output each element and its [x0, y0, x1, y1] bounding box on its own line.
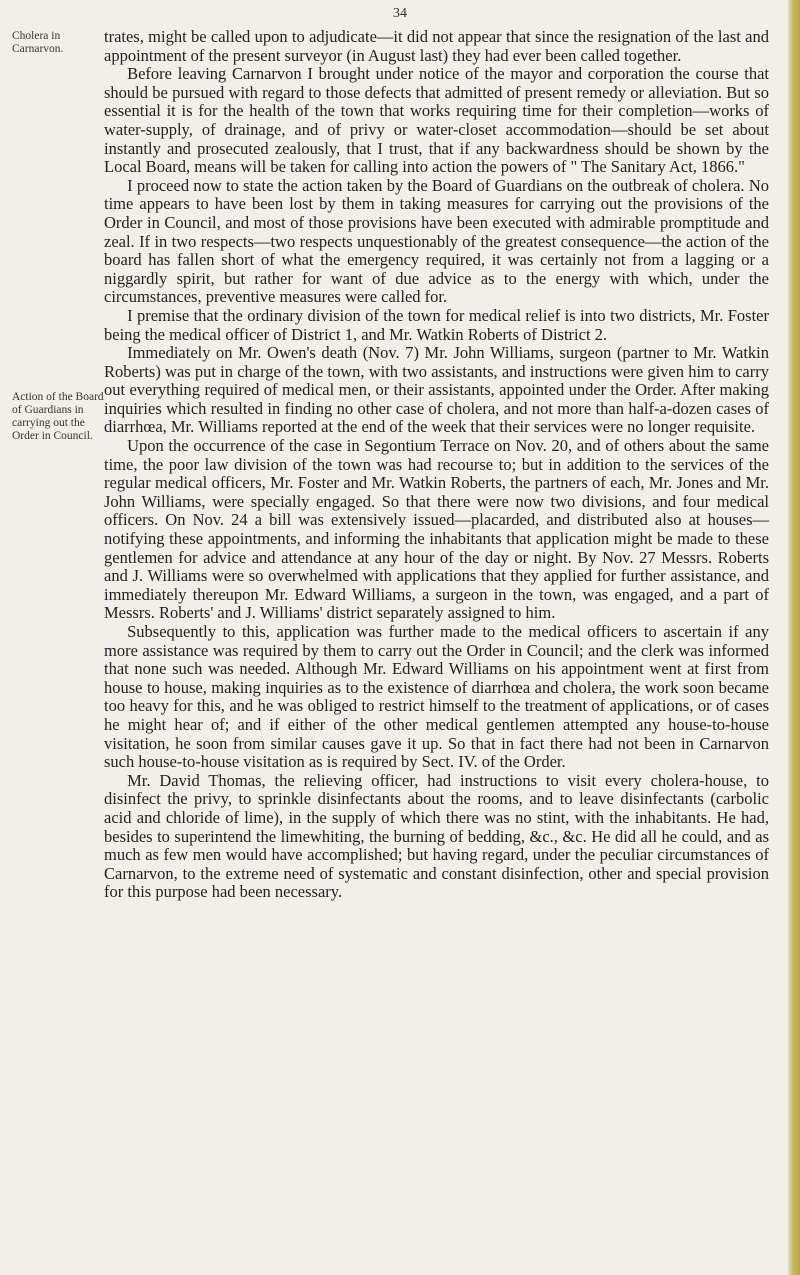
paragraph-4: I premise that the ordinary division of the town for medical relief is into two districts, Mr. Foster being the medical officer of District 1, and Mr. Watkin Roberts of District 2.	[104, 305, 769, 344]
margin-note-action: Action of the Board of Guardians in carrying out the Order in Council.	[12, 391, 104, 442]
paragraph-1: trates, might be called upon to adjudicate—it did not appear that since the resignation of the last and appointment of the present surveyor (in August last) they had ever been called together.	[104, 27, 769, 65]
margin-note-cholera: Cholera in Carnarvon.	[12, 30, 64, 55]
paragraph-6: Upon the occurrence of the case in Segontium Terrace on Nov. 20, and of others about the same time, the poor law division of the town was had recourse to; but in addition to the services of the regular medical officers, Mr. Foster and Mr. Watkin Roberts, the partners of each, Mr. Jones and Mr. John Williams, were specially engaged. So that there were now two divisions, and four medical officers. On Nov. 24 a bill was extensively issued—placarded, and distributed also at houses—notifying these appointments, and informing the inhabitants that application might be made to these gentlemen for advice and attendance at any hour of the day or night. By Nov. 27 Messrs. Roberts and J. Williams were so overwhelmed with applications that they applied for further assistance, and immediately thereupon Mr. Edward Williams, a surgeon in the town, was engaged, and a part of Messrs. Roberts' and J. Williams' district separately assigned to him.	[104, 436, 769, 623]
paragraph-8: Mr. David Thomas, the relieving officer, had instructions to visit every cholera-house, to disinfect the privy, to sprinkle disinfectants about the rooms, and to leave disinfectants (carbolic acid and chloride of lime), in the supply of which there was no stint, with the inhabitants. He had, besides to superintend the limewhiting, the burning of bedding, &c., &c. He did all he could, and as much as few men would have accomplished; but having regard, under the peculiar circumstances of Carnarvon, to the extreme need of systematic and constant disinfection, other and special provision for this purpose had been necessary.	[104, 770, 769, 902]
paragraph-3: I proceed now to state the action taken by the Board of Guardians on the outbreak of cholera. No time appears to have been lost by them in taking measures for carrying out the provisions of the Order in Council, and most of those provisions have been executed with admirable promptitude and zeal. If in two respects—two respects unquestionably of the greatest consequence—the action of the board has fallen short of what the emergency required, it was certainly not from a lagging or a niggardly spirit, but rather for want of due advice as to the energy with which, under the circumstances, preventive measures were called for.	[104, 175, 769, 307]
page-binding-edge	[788, 0, 800, 1275]
paragraph-7: Subsequently to this, application was further made to the medical officers to ascertain if any more assistance was required by them to carry out the Order in Council; and the clerk was informed that none such was needed. Although Mr. Edward Williams on his appointment went at first from house to house, making inquiries as to the existence of diarrhœa and cholera, the work soon became too heavy for this, and he was obliged to restrict himself to the treatment of applications, or of cases he might hear of; and if either of the other medical gentlemen attempted any house-to-house visitation, he soon from similar causes gave it up. So that in fact there had not been in Carnarvon such house-to-house visitation as is required by Sect. IV. of the Order.	[104, 622, 769, 772]
paragraph-2: Before leaving Carnarvon I brought under notice of the mayor and corporation the course that should be pursued with regard to those defects that admitted of present remedy or alleviation. But so essential it is for the health of the town that works requiring time for their completion—works of water-supply, of drainage, and of privy or water-closet accommodation—should be set about instantly and prosecuted zealously, that I trust, that if any backwardness should be shown by the Local Board, means will be taken for calling into action the powers of " The Sanitary Act, 1866."	[104, 64, 769, 177]
page-number: 34	[393, 6, 407, 21]
body-text	[104, 28, 769, 902]
paragraph-5: Immediately on Mr. Owen's death (Nov. 7) Mr. John Williams, surgeon (partner to Mr. Watkin Roberts) was put in charge of the town, with two assistants, and instructions were given him to carry out everything required of medical men, or their assistants, appointed under the Order. After making inquiries which resulted in finding no other case of cholera, and not more than half-a-dozen cases of diarrhœa, Mr. Williams reported at the end of the week that their services were no longer requisite.	[104, 343, 769, 437]
